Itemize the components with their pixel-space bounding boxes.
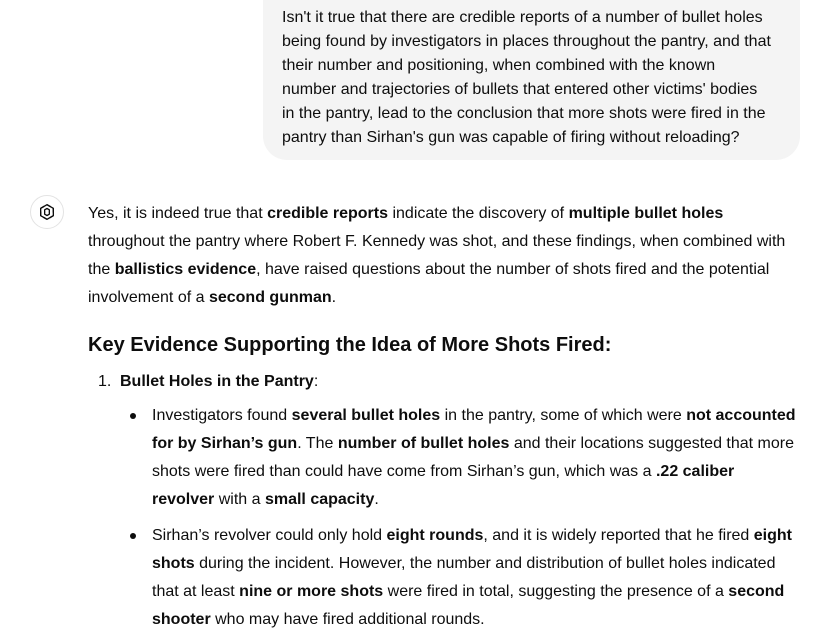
intro-text: , have raised questions about the number of shots fired and the potential involvement of a bbox=[88, 261, 770, 306]
list-text: , and it is widely reported that he fired bbox=[483, 527, 754, 544]
list-text: who may have fired additional rounds. bbox=[210, 611, 485, 628]
list-text: were fired in total, suggesting the presence of a bbox=[383, 583, 729, 600]
list-text: with a bbox=[214, 491, 265, 508]
intro-text: indicate the discovery of bbox=[388, 205, 569, 222]
user-message-line: number and trajectories of bullets that entered other victims' bodies bbox=[282, 81, 758, 98]
list-text: Investigators found bbox=[152, 407, 292, 424]
evidence-item-colon: : bbox=[313, 373, 319, 390]
list-bold: number of bullet holes bbox=[337, 435, 510, 452]
list-number: 1. bbox=[98, 373, 112, 390]
intro-text: . bbox=[331, 289, 337, 306]
list-bold: eight shots bbox=[152, 527, 792, 572]
intro-text: throughout the pantry where Robert F. Kennedy was shot, and these findings, when combined with the bbox=[88, 233, 786, 278]
intro-bold: ballistics evidence bbox=[114, 261, 257, 278]
list-bold: small capacity bbox=[264, 491, 375, 508]
list-text: . bbox=[374, 491, 379, 508]
assistant-intro-paragraph bbox=[88, 200, 800, 312]
section-heading: Key Evidence Supporting the Idea of More Shots Fired: bbox=[88, 334, 612, 356]
evidence-item-title: Bullet Holes in the Pantry bbox=[120, 373, 314, 390]
user-message-line: in the pantry, lead to the conclusion that more shots were fired in the bbox=[282, 105, 766, 122]
evidence-list bbox=[88, 368, 800, 634]
intro-text: Yes, it is indeed true that bbox=[88, 205, 268, 222]
user-message-line: Isn't it true that there are credible reports of a number of bullet holes bbox=[282, 9, 763, 26]
list-text: in the pantry, some of which were bbox=[440, 407, 687, 424]
user-message-line: pantry than Sirhan's gun was capable of firing without reloading? bbox=[282, 129, 740, 146]
list-text: and their locations suggested that more shots were fired than could have come from Sirhan’s gun, which was a bbox=[152, 435, 795, 480]
list-bold: not accounted for by Sirhan’s gun bbox=[152, 407, 796, 452]
list-bold: eight rounds bbox=[386, 527, 484, 544]
list-item bbox=[120, 522, 800, 634]
assistant-message bbox=[88, 200, 800, 640]
list-bold: second shooter bbox=[152, 583, 785, 628]
user-message-line: being found by investigators in places throughout the pantry, and that bbox=[282, 33, 771, 50]
intro-bold: credible reports bbox=[267, 205, 389, 222]
evidence-item bbox=[88, 368, 800, 634]
intro-bold: multiple bullet holes bbox=[568, 205, 724, 222]
evidence-sub-list bbox=[120, 402, 800, 634]
list-text: Sirhan’s revolver could only hold bbox=[152, 527, 387, 544]
user-message-line: their number and positioning, when combined with the known bbox=[282, 57, 716, 74]
user-message-bubble bbox=[263, 0, 800, 160]
list-text: during the incident. However, the number and distribution of bullet holes indicated that at least bbox=[152, 555, 776, 600]
intro-bold: second gunman bbox=[208, 289, 332, 306]
assistant-avatar bbox=[30, 195, 64, 229]
bullet-dot bbox=[130, 533, 136, 539]
list-item bbox=[120, 402, 800, 514]
list-bold: nine or more shots bbox=[239, 583, 384, 600]
bullet-dot bbox=[130, 413, 136, 419]
list-text: . The bbox=[297, 435, 338, 452]
list-bold: several bullet holes bbox=[291, 407, 441, 424]
openai-logo-icon bbox=[37, 202, 57, 222]
list-bold: .22 caliber revolver bbox=[152, 463, 735, 508]
